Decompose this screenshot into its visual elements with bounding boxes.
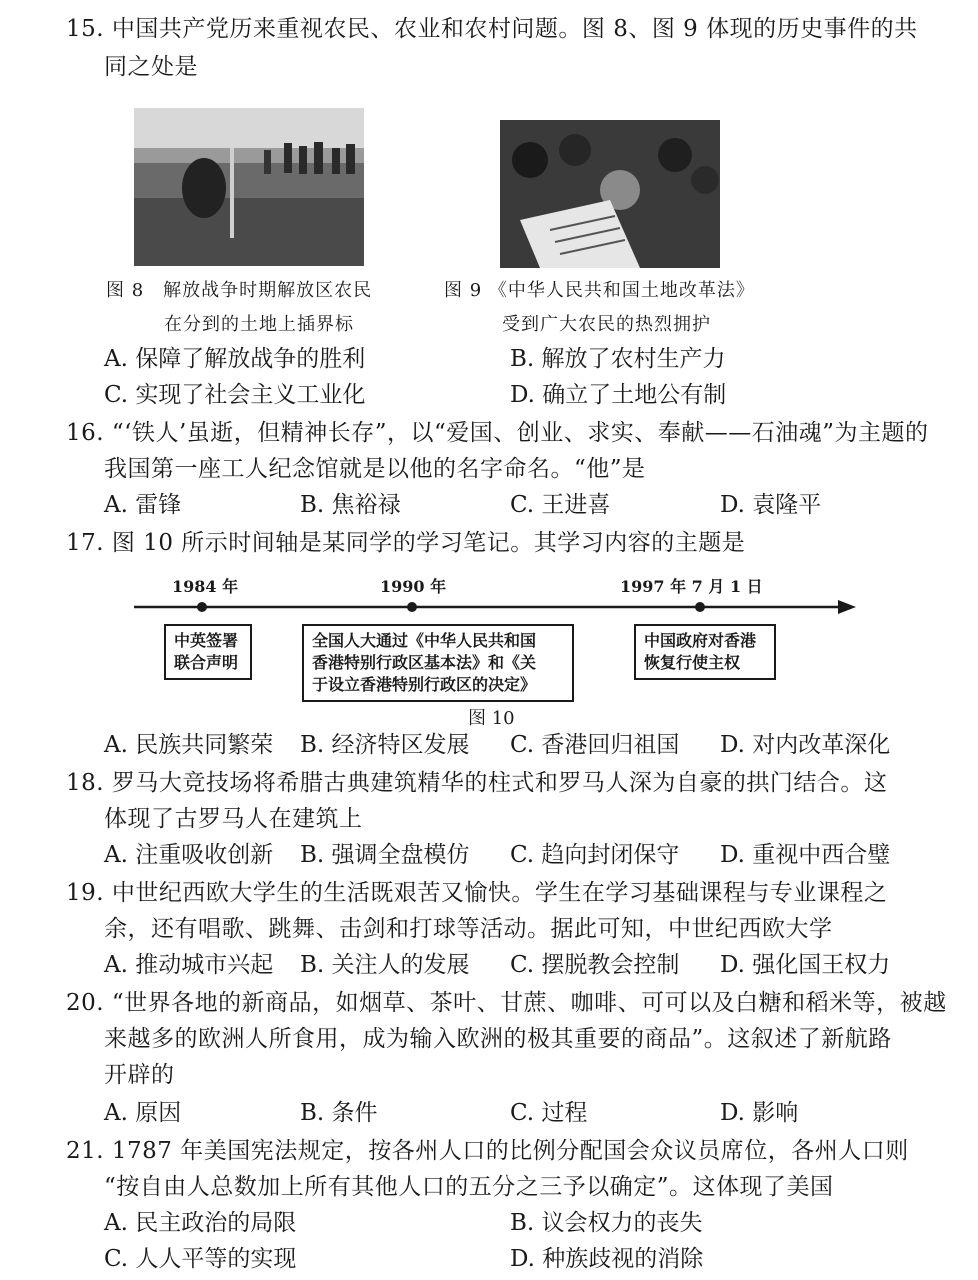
figure-8-caption-line-1: 图 8 解放战争时期解放区农民 [106, 280, 373, 301]
q21-option-a[interactable]: A. 民主政治的局限 [104, 1210, 297, 1236]
timeline-box-1984 [164, 624, 252, 680]
q19-stem-line-1: 19. 中世纪西欧大学生的生活既艰苦又愉快。学生在学习基础课程与专业课程之 [66, 880, 888, 906]
q20-stem-line-2: 来越多的欧洲人所食用，成为输入欧洲的极其重要的商品”。这叙述了新航路 [104, 1026, 892, 1052]
q18-option-b[interactable]: B. 强调全盘模仿 [300, 842, 470, 868]
timeline-box-1984-line-1: 中英签署 [174, 631, 239, 650]
timeline-box-1997-line-2: 恢复行使主权 [644, 653, 741, 672]
q18-option-d[interactable]: D. 重视中西合璧 [720, 842, 891, 868]
q16-option-d[interactable]: D. 袁隆平 [720, 492, 822, 518]
timeline-point-1990 [407, 602, 417, 612]
q16-option-a[interactable]: A. 雷锋 [104, 492, 182, 518]
q15-option-a[interactable]: A. 保障了解放战争的胜利 [104, 346, 366, 372]
timeline-box-1990-line-3: 于设立香港特别行政区的决定》 [312, 675, 537, 694]
timeline-point-1984 [197, 602, 207, 612]
timeline-axis [134, 596, 858, 618]
figure-9-caption-line-1: 图 9 《中华人民共和国土地改革法》 [444, 280, 755, 301]
q20-option-b[interactable]: B. 条件 [300, 1100, 378, 1126]
q16-option-b[interactable]: B. 焦裕禄 [300, 492, 401, 518]
timeline-box-1990-line-1: 全国人大通过《中华人民共和国 [312, 631, 537, 650]
q15-stem-line-2: 同之处是 [104, 54, 198, 80]
q21-stem-line-1: 21. 1787 年美国宪法规定，按各州人口的比例分配国会众议员席位，各州人口则 [66, 1138, 909, 1164]
figure-8-photo [134, 108, 364, 266]
q20-stem-line-1: 20. “世界各地的新商品，如烟草、茶叶、甘蔗、咖啡、可可以及白糖和稻米等，被越 [66, 990, 947, 1016]
q20-stem-line-3: 开辟的 [104, 1062, 175, 1088]
q20-option-d[interactable]: D. 影响 [720, 1100, 799, 1126]
q15-option-c[interactable]: C. 实现了社会主义工业化 [104, 382, 366, 408]
timeline-box-1990-line-2: 香港特别行政区基本法》和《关 [312, 653, 537, 672]
q20-option-a[interactable]: A. 原因 [104, 1100, 182, 1126]
timeline-box-1997-line-1: 中国政府对香港 [644, 631, 757, 650]
timeline-label-1984: 1984 年 [172, 577, 239, 596]
q19-option-b[interactable]: B. 关注人的发展 [300, 952, 470, 978]
q17-stem-line-1: 17. 图 10 所示时间轴是某同学的学习笔记。其学习内容的主题是 [66, 530, 746, 556]
q16-stem-line-1: 16. “‘铁人’虽逝，但精神长存”，以“爱国、创业、求实、奉献——石油魂”为主题的 [66, 420, 929, 446]
q18-stem-line-1: 18. 罗马大竞技场将希腊古典建筑精华的柱式和罗马人深为自豪的拱门结合。这 [66, 770, 888, 796]
q17-option-b[interactable]: B. 经济特区发展 [300, 732, 470, 758]
q21-option-c[interactable]: C. 人人平等的实现 [104, 1246, 297, 1272]
q17-option-a[interactable]: A. 民族共同繁荣 [104, 732, 274, 758]
figure-8-caption-line-2: 在分到的土地上插界标 [164, 314, 354, 335]
q19-option-a[interactable]: A. 推动城市兴起 [104, 952, 274, 978]
q20-option-c[interactable]: C. 过程 [510, 1100, 588, 1126]
q16-stem-line-2: 我国第一座工人纪念馆就是以他的名字命名。“他”是 [104, 456, 646, 482]
q16-option-c[interactable]: C. 王进喜 [510, 492, 611, 518]
q19-stem-line-2: 余，还有唱歌、跳舞、击剑和打球等活动。据此可知，中世纪西欧大学 [104, 916, 833, 942]
q19-option-c[interactable]: C. 摆脱教会控制 [510, 952, 680, 978]
timeline-label-1990: 1990 年 [380, 577, 447, 596]
timeline-box-1984-line-2: 联合声明 [174, 653, 239, 672]
q21-stem-line-2: “按自由人总数加上所有其他人口的五分之三予以确定”。这体现了美国 [104, 1174, 834, 1200]
q15-option-b[interactable]: B. 解放了农村生产力 [510, 346, 726, 372]
q15-stem-line-1: 15. 中国共产党历来重视农民、农业和农村问题。图 8、图 9 体现的历史事件的共 [66, 16, 918, 42]
q18-stem-line-2: 体现了古罗马人在建筑上 [104, 806, 363, 832]
q21-option-b[interactable]: B. 议会权力的丧失 [510, 1210, 703, 1236]
q15-option-d[interactable]: D. 确立了土地公有制 [510, 382, 727, 408]
q17-option-c[interactable]: C. 香港回归祖国 [510, 732, 680, 758]
figure-10-caption: 图 10 [468, 708, 515, 729]
q19-option-d[interactable]: D. 强化国王权力 [720, 952, 891, 978]
q18-option-a[interactable]: A. 注重吸收创新 [104, 842, 274, 868]
timeline-label-1997: 1997 年 7 月 1 日 [620, 577, 763, 596]
timeline-box-1990 [302, 624, 574, 702]
timeline-box-1997 [634, 624, 776, 680]
q17-option-d[interactable]: D. 对内改革深化 [720, 732, 891, 758]
figure-9-caption-line-2: 受到广大农民的热烈拥护 [502, 314, 711, 335]
q21-option-d[interactable]: D. 种族歧视的消除 [510, 1246, 704, 1272]
figure-9-photo [500, 120, 720, 268]
timeline-point-1997 [695, 602, 705, 612]
q18-option-c[interactable]: C. 趋向封闭保守 [510, 842, 680, 868]
